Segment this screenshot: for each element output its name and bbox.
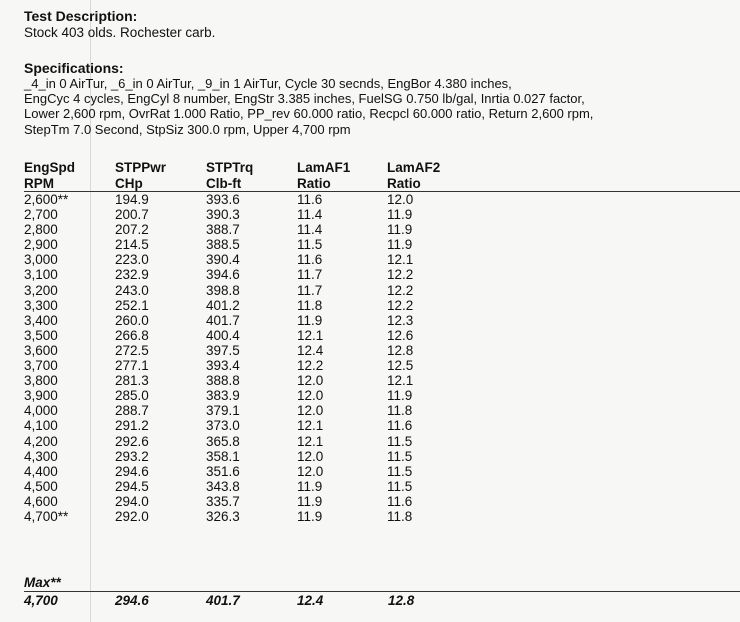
table-cell: 11.9 <box>387 207 413 223</box>
table-cell: 11.5 <box>387 478 413 494</box>
table-cell: 11.9 <box>297 493 323 509</box>
table-cell: 379.1 <box>206 403 240 419</box>
table-cell: 11.8 <box>297 297 323 313</box>
table-cell: 12.2 <box>387 297 414 313</box>
table-cell: 3,100 <box>24 267 58 283</box>
table-cell: 291.2 <box>115 418 149 434</box>
table-cell: 292.6 <box>115 433 149 449</box>
table-cell: 2,900 <box>24 237 58 253</box>
specifications-list <box>24 76 734 137</box>
table-cell: 11.5 <box>387 463 413 479</box>
table-cell: 11.7 <box>297 282 323 298</box>
table-cell: 272.5 <box>115 342 149 358</box>
table-cell: 383.9 <box>206 388 240 404</box>
spec-line: StepTm 7.0 Second, StpSiz 300.0 rpm, Upper 4,700 rpm <box>24 121 351 137</box>
spec-line: _4_in 0 AirTur, _6_in 0 AirTur, _9_in 1 AirTur, Cycle 30 secnds, EngBor 4.380 inches, <box>24 76 512 91</box>
max-rpm: 4,700 <box>24 593 58 608</box>
table-cell: 4,300 <box>24 448 58 464</box>
table-cell: 12.2 <box>387 282 414 298</box>
table-row <box>24 358 477 373</box>
table-cell: 11.5 <box>387 433 413 449</box>
table-cell: 11.7 <box>297 267 323 283</box>
table-cell: 11.8 <box>387 508 413 524</box>
table-cell: 397.5 <box>206 342 240 358</box>
col-unit-ratio: Ratio <box>387 176 421 191</box>
table-cell: 294.6 <box>115 463 149 479</box>
table-row <box>24 388 477 403</box>
table-row <box>24 298 477 313</box>
table-cell: 12.0 <box>297 373 324 389</box>
col-unit-rpm: RPM <box>24 176 54 191</box>
table-row <box>24 343 477 358</box>
col-header-engspd: EngSpd <box>24 160 75 175</box>
table-cell: 3,900 <box>24 388 58 404</box>
table-cell: 388.8 <box>206 373 240 389</box>
table-cell: 294.5 <box>115 478 149 494</box>
table-cell: 12.1 <box>297 327 324 343</box>
table-cell: 207.2 <box>115 222 149 238</box>
table-cell: 194.9 <box>115 192 149 207</box>
table-cell: 292.0 <box>115 508 149 524</box>
table-cell: 398.8 <box>206 282 240 298</box>
table-cell: 11.6 <box>387 418 413 434</box>
spec-line: Lower 2,600 rpm, OvrRat 1.000 Ratio, PP_rev 60.000 ratio, Recpcl 60.000 ratio, Return 2,600 rpm, <box>24 106 594 122</box>
table-cell: 11.6 <box>297 192 323 207</box>
table-cell: 390.3 <box>206 207 240 223</box>
table-cell: 260.0 <box>115 312 149 328</box>
table-cell: 12.4 <box>297 342 324 358</box>
table-cell: 326.3 <box>206 508 240 524</box>
table-cell: 2,600** <box>24 192 69 207</box>
col-header-lamaf1: LamAF1 <box>297 160 351 175</box>
table-cell: 3,500 <box>24 327 58 343</box>
table-cell: 243.0 <box>115 282 149 298</box>
table-cell: 373.0 <box>206 418 240 434</box>
test-description-heading: Test Description: <box>24 8 138 24</box>
table-cell: 11.9 <box>297 508 323 524</box>
table-cell: 358.1 <box>206 448 240 464</box>
col-header-stptrq: STPTrq <box>206 160 254 175</box>
table-cell: 11.9 <box>387 388 413 404</box>
table-row <box>24 403 477 418</box>
table-row <box>24 418 477 433</box>
table-cell: 214.5 <box>115 237 149 253</box>
table-cell: 11.6 <box>297 252 323 268</box>
table-cell: 12.1 <box>297 433 324 449</box>
table-row <box>24 222 477 237</box>
table-cell: 4,200 <box>24 433 58 449</box>
table-cell: 11.9 <box>297 478 323 494</box>
table-cell: 223.0 <box>115 252 149 268</box>
table-cell: 388.5 <box>206 237 240 253</box>
table-cell: 12.6 <box>387 327 414 343</box>
table-cell: 343.8 <box>206 478 240 494</box>
table-cell: 12.1 <box>387 252 414 268</box>
col-unit-clbft: Clb-ft <box>206 176 242 191</box>
table-cell: 277.1 <box>115 358 149 374</box>
test-description-text: Stock 403 olds. Rochester carb. <box>24 25 216 40</box>
specifications-heading: Specifications: <box>24 60 124 76</box>
table-cell: 12.8 <box>387 342 414 358</box>
max-label: Max** <box>24 575 61 590</box>
table-cell: 4,400 <box>24 463 58 479</box>
table-cell: 2,700 <box>24 207 58 223</box>
table-row <box>24 509 477 524</box>
col-unit-chp: CHp <box>115 176 143 191</box>
table-cell: 11.5 <box>387 448 413 464</box>
table-row <box>24 283 477 298</box>
table-row <box>24 313 477 328</box>
table-row <box>24 252 477 267</box>
table-cell: 281.3 <box>115 373 149 389</box>
max-power: 294.6 <box>115 593 149 608</box>
table-cell: 3,800 <box>24 373 58 389</box>
table-row <box>24 192 477 207</box>
table-cell: 394.6 <box>206 267 240 283</box>
table-cell: 4,600 <box>24 493 58 509</box>
table-cell: 2,800 <box>24 222 58 238</box>
table-cell: 3,600 <box>24 342 58 358</box>
table-cell: 11.8 <box>387 403 413 419</box>
col-header-stppwr: STPPwr <box>115 160 167 175</box>
table-cell: 3,200 <box>24 282 58 298</box>
table-cell: 12.5 <box>387 358 414 374</box>
table-cell: 365.8 <box>206 433 240 449</box>
table-cell: 3,400 <box>24 312 58 328</box>
table-row <box>24 464 477 479</box>
table-cell: 11.4 <box>297 222 323 238</box>
table-cell: 12.3 <box>387 312 414 328</box>
table-cell: 400.4 <box>206 327 240 343</box>
max-rule <box>24 591 740 592</box>
table-cell: 12.2 <box>387 267 414 283</box>
table-cell: 4,500 <box>24 478 58 494</box>
table-cell: 4,100 <box>24 418 58 434</box>
table-cell: 4,000 <box>24 403 58 419</box>
table-body <box>24 192 477 524</box>
table-cell: 12.0 <box>297 448 324 464</box>
table-cell: 351.6 <box>206 463 240 479</box>
max-row <box>24 593 479 608</box>
table-cell: 3,700 <box>24 358 58 374</box>
spec-line: EngCyc 4 cycles, EngCyl 8 number, EngStr 3.385 inches, FuelSG 0.750 lb/gal, Inrtia 0.027 factor, <box>24 91 585 107</box>
table-cell: 3,300 <box>24 297 58 313</box>
table-cell: 285.0 <box>115 388 149 404</box>
table-cell: 12.2 <box>297 358 324 374</box>
table-row <box>24 479 477 494</box>
max-lamaf2: 12.8 <box>388 593 415 608</box>
table-cell: 401.7 <box>206 312 240 328</box>
table-cell: 4,700** <box>24 508 69 524</box>
table-header <box>24 160 477 192</box>
table-cell: 12.1 <box>297 418 324 434</box>
table-cell: 293.2 <box>115 448 149 464</box>
table-cell: 232.9 <box>115 267 149 283</box>
table-cell: 401.2 <box>206 297 240 313</box>
table-row <box>24 449 477 464</box>
dyno-results-table <box>24 160 477 524</box>
table-cell: 12.0 <box>297 463 324 479</box>
header-rule <box>24 191 740 192</box>
table-cell: 11.4 <box>297 207 323 223</box>
col-header-lamaf2: LamAF2 <box>387 160 441 175</box>
table-cell: 393.4 <box>206 358 240 374</box>
table-cell: 393.6 <box>206 192 240 207</box>
max-torque: 401.7 <box>206 593 240 608</box>
table-row <box>24 207 477 222</box>
table-cell: 11.6 <box>387 493 413 509</box>
table-cell: 11.9 <box>387 222 413 238</box>
table-cell: 266.8 <box>115 327 149 343</box>
table-cell: 11.9 <box>297 312 323 328</box>
table-row <box>24 434 477 449</box>
table-row <box>24 267 477 282</box>
table-cell: 252.1 <box>115 297 149 313</box>
table-cell: 288.7 <box>115 403 149 419</box>
table-row <box>24 494 477 509</box>
table-cell: 12.0 <box>387 192 414 207</box>
max-lamaf1: 12.4 <box>297 593 324 608</box>
table-row <box>24 237 477 252</box>
table-cell: 12.0 <box>297 388 324 404</box>
table-cell: 388.7 <box>206 222 240 238</box>
table-cell: 11.5 <box>297 237 323 253</box>
table-cell: 12.1 <box>387 373 414 389</box>
table-cell: 200.7 <box>115 207 149 223</box>
col-unit-ratio: Ratio <box>297 176 331 191</box>
table-cell: 3,000 <box>24 252 58 268</box>
table-cell: 11.9 <box>387 237 413 253</box>
table-cell: 12.0 <box>297 403 324 419</box>
table-row <box>24 328 477 343</box>
table-cell: 335.7 <box>206 493 240 509</box>
table-cell: 390.4 <box>206 252 240 268</box>
table-cell: 294.0 <box>115 493 149 509</box>
table-row <box>24 373 477 388</box>
